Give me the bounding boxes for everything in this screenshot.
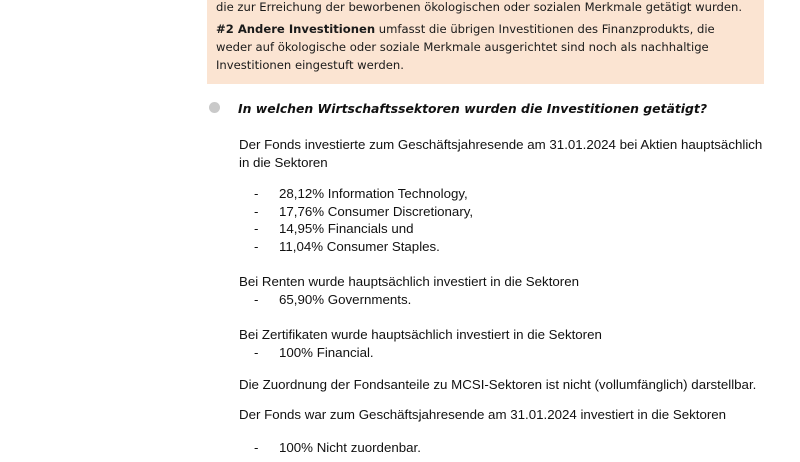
- equities-intro: Der Fonds investierte zum Geschäftsjahresende am 31.01.2024 bei Aktien hauptsächlich in die Sektoren: [239, 137, 763, 170]
- bonds-sector-list: [254, 291, 411, 309]
- fund-intro: Der Fonds war zum Geschäftsjahresende am 31.01.2024 investiert in die Sektoren: [239, 407, 727, 422]
- section-question: In welchen Wirtschaftssektoren wurden die Investitionen getätigt?: [238, 101, 708, 116]
- list-item: - 100% Nicht zuordenbar.: [254, 439, 421, 457]
- info-box-paragraph: [216, 20, 754, 74]
- list-item: - 14,95% Financials und: [254, 220, 473, 238]
- msci-note: Die Zuordnung der Fondsanteile zu MCSI-Sektoren ist nicht (vollumfänglich) darstellbar.: [239, 377, 757, 392]
- list-item: - 100% Financial.: [254, 344, 374, 362]
- bonds-intro: Bei Renten wurde hauptsächlich investiert in die Sektoren: [239, 274, 580, 289]
- list-item: - 65,90% Governments.: [254, 291, 411, 309]
- info-box-line: die zur Erreichung der beworbenen ökologischen oder sozialen Merkmale getätigt wurden.: [216, 0, 743, 14]
- info-box: [207, 0, 764, 84]
- info-box-definition: umfasst die übrigen Investitionen des Finanzprodukts, die weder auf ökologische oder soziale Merkmale ausgerichtet sind noch als nachhaltige Investitionen eingestuft werden.: [216, 22, 715, 72]
- list-item: - 11,04% Consumer Staples.: [254, 238, 473, 256]
- info-box-term: #2 Andere Investitionen: [216, 22, 376, 36]
- fund-sector-list: [254, 439, 421, 457]
- list-item: - 28,12% Information Technology,: [254, 185, 473, 203]
- list-item: - 17,76% Consumer Discretionary,: [254, 203, 473, 221]
- certificates-intro: Bei Zertifikaten wurde hauptsächlich investiert in die Sektoren: [239, 327, 602, 342]
- certificates-sector-list: [254, 344, 374, 362]
- section-bullet-icon: [209, 102, 220, 113]
- equities-sector-list: [254, 185, 473, 255]
